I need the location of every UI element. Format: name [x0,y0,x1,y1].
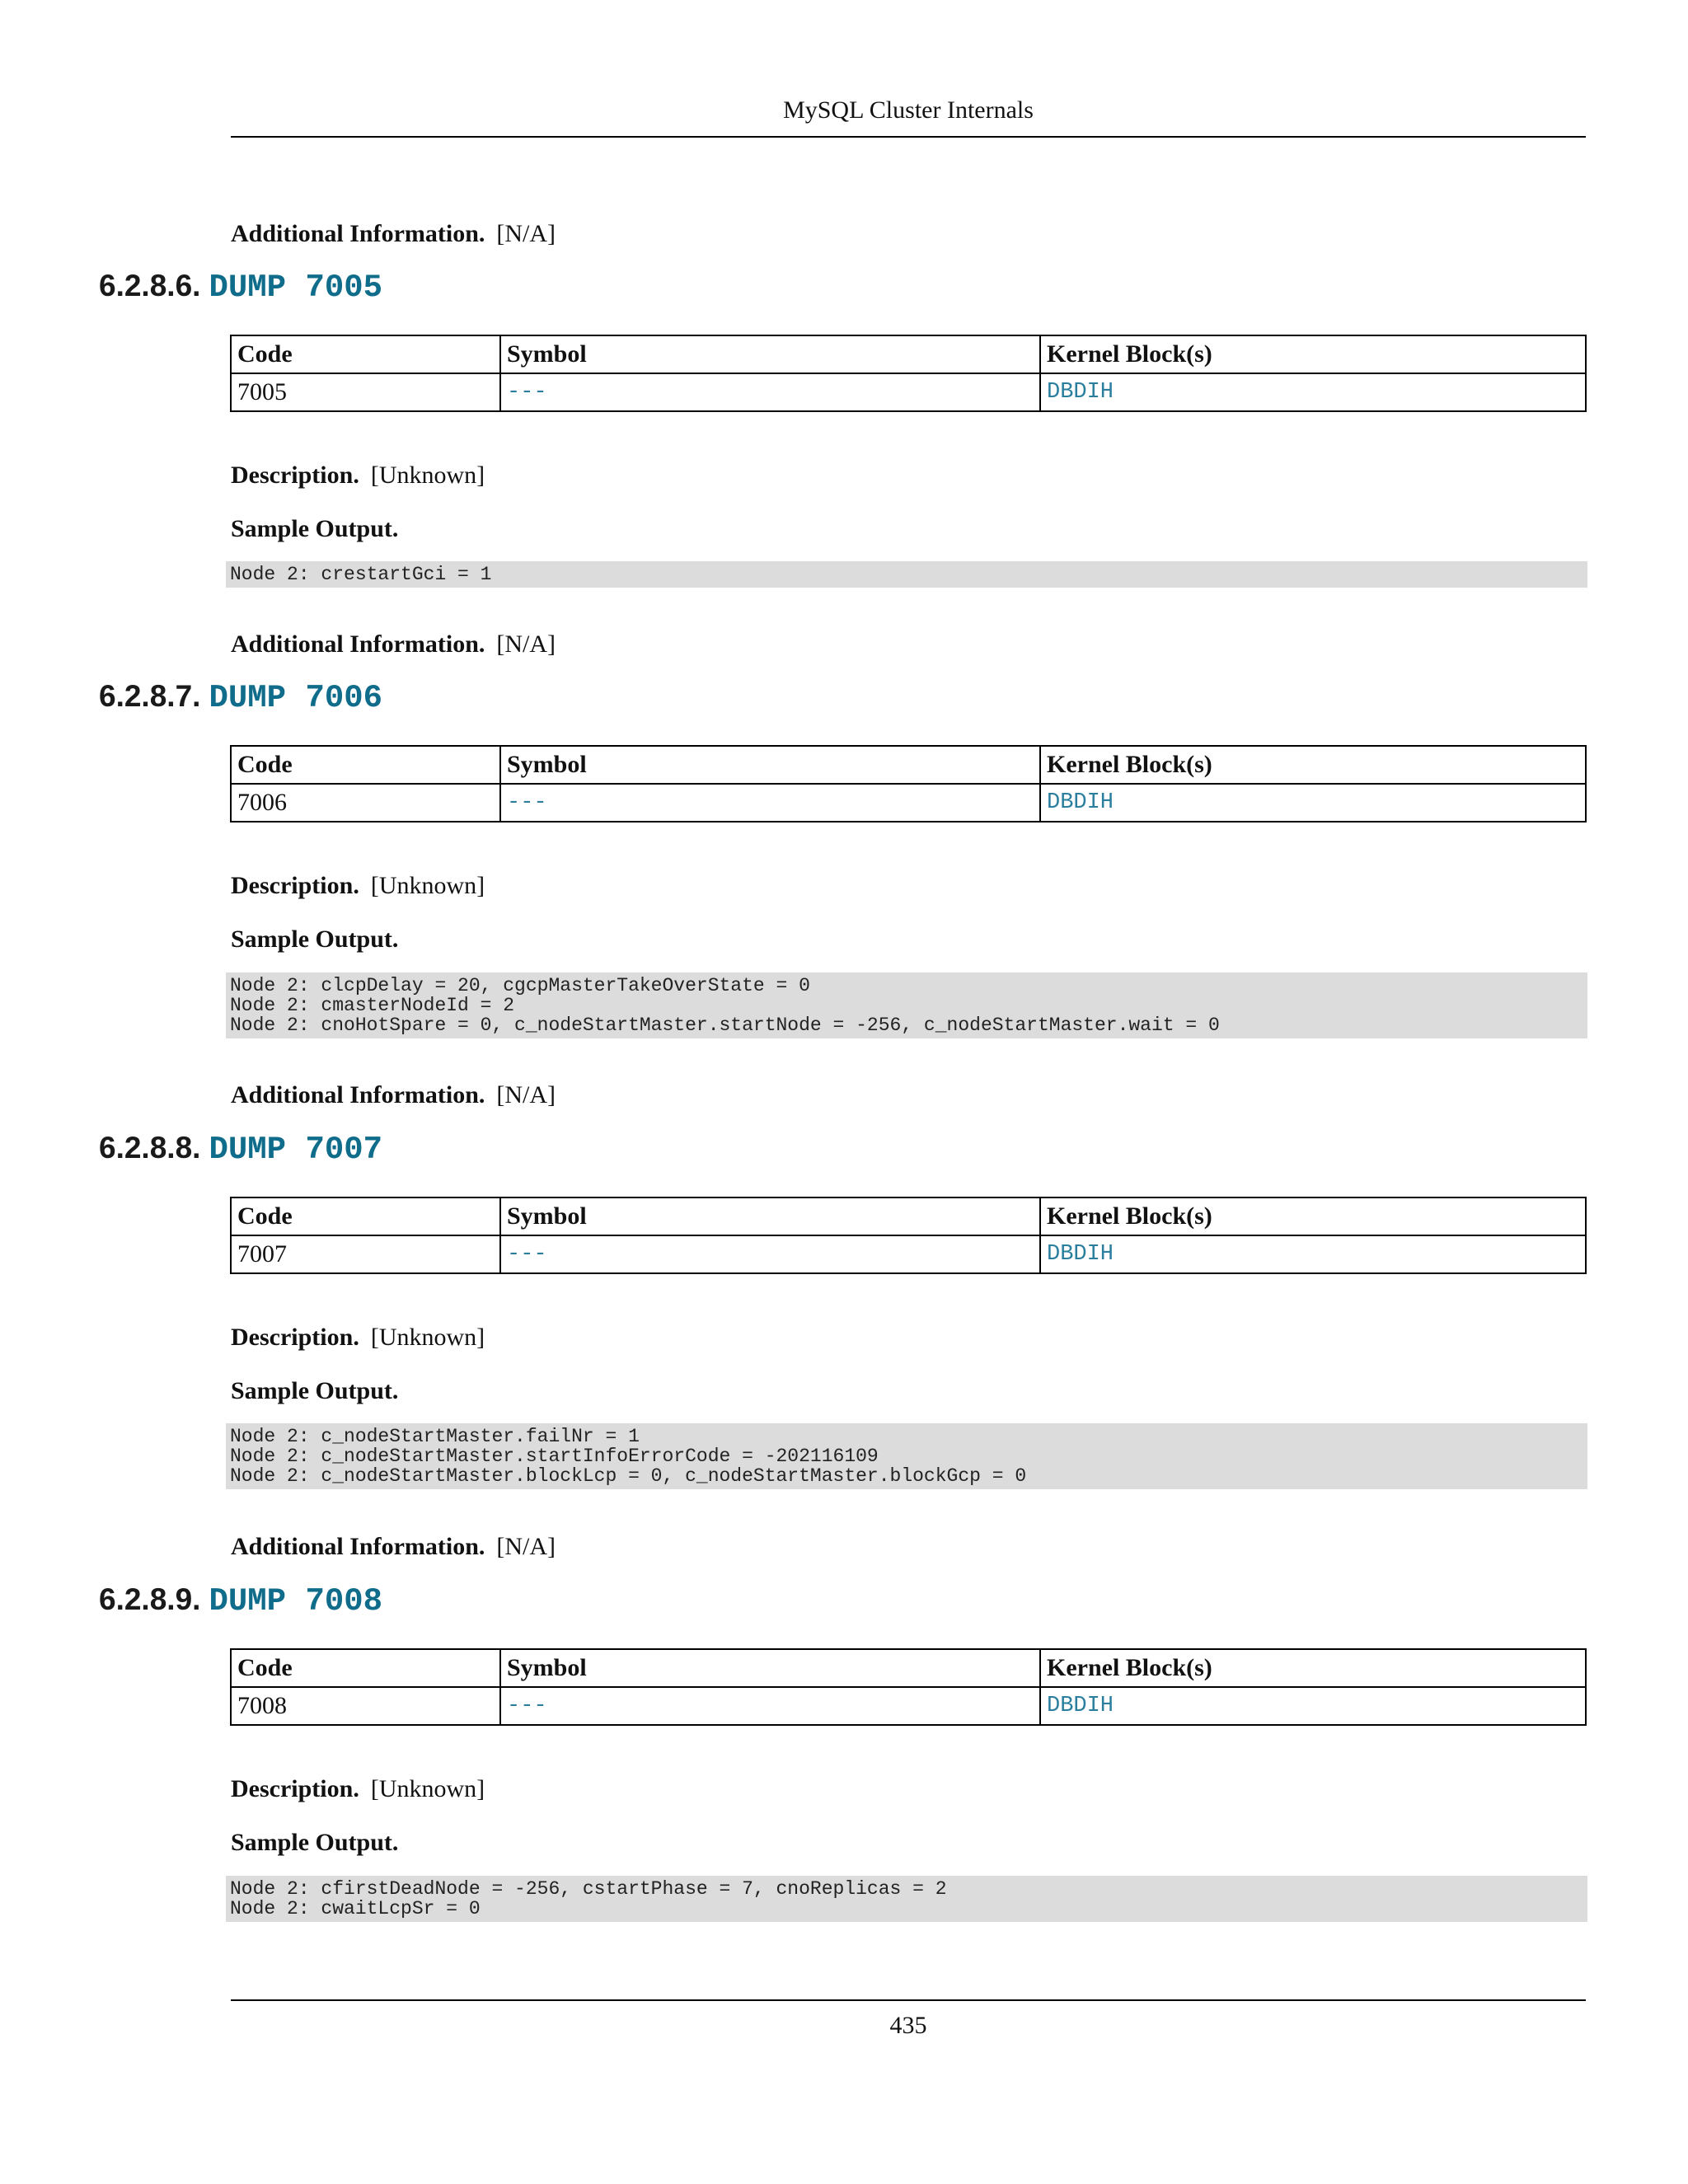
description-line [231,1771,485,1807]
table-header-row [231,746,1586,784]
additional-info-value: [N/A] [496,220,556,247]
table-header-row [231,335,1586,373]
additional-info-line [231,626,556,663]
description-value: [Unknown] [370,872,485,899]
sample-output-label: Sample Output. [231,1829,399,1856]
symbol-header: Symbol [500,1197,1040,1235]
section-title-link[interactable]: DUMP 7005 [209,269,383,306]
dump-7006-table [230,745,1587,823]
additional-info-line [231,1077,556,1113]
table-row [231,1687,1586,1725]
code-cell: 7005 [231,373,500,411]
table-row [231,784,1586,822]
sample-output-label: Sample Output. [231,515,399,542]
kernel-block-header: Kernel Block(s) [1040,746,1586,784]
section-title-link[interactable]: DUMP 7008 [209,1583,383,1619]
section-number: 6.2.8.6. [99,269,201,302]
additional-info-label: Additional Information. [231,630,485,658]
table-row [231,373,1586,411]
code-header: Code [231,1649,500,1687]
code-header: Code [231,1197,500,1235]
running-header: MySQL Cluster Internals [783,96,1034,124]
symbol-header: Symbol [500,746,1040,784]
sample-output-label: Sample Output. [231,1377,399,1404]
sample-output-block: Node 2: clcpDelay = 20, cgcpMasterTakeOverState = 0 Node 2: cmasterNodeId = 2 Node 2: cnoHotSpare = 0, c_nodeStartMaster.startNode = -256, c_nodeStartMaster.wait = 0 [226,972,1587,1038]
additional-info-previous [231,216,556,252]
additional-info-label: Additional Information. [231,220,485,247]
code-cell: 7006 [231,784,500,822]
dump-7007-table [230,1197,1587,1274]
sample-output-label: Sample Output. [231,926,399,953]
dump-7008-table [230,1648,1587,1726]
symbol-link[interactable]: --- [500,373,1040,411]
description-label: Description. [231,872,359,899]
symbol-link[interactable]: --- [500,784,1040,822]
description-label: Description. [231,1775,359,1802]
section-heading-dump-7007 [99,1131,382,1177]
additional-info-value: [N/A] [496,1081,556,1108]
sample-output-heading [231,921,410,958]
symbol-header: Symbol [500,335,1040,373]
page-number: 435 [889,2012,927,2039]
sample-output-block: Node 2: crestartGci = 1 [226,561,1587,588]
description-value: [Unknown] [370,462,485,489]
header-rule [231,136,1586,138]
kernel-block-link[interactable]: DBDIH [1040,1687,1586,1725]
code-cell: 7008 [231,1687,500,1725]
table-header-row [231,1649,1586,1687]
description-line [231,868,485,904]
footer-rule [231,1999,1586,2001]
description-line [231,457,485,494]
kernel-block-link[interactable]: DBDIH [1040,373,1586,411]
description-value: [Unknown] [370,1324,485,1351]
additional-info-value: [N/A] [496,1533,556,1560]
symbol-link[interactable]: --- [500,1687,1040,1725]
section-number: 6.2.8.9. [99,1582,201,1616]
description-label: Description. [231,1324,359,1351]
sample-output-heading [231,1825,410,1861]
code-header: Code [231,746,500,784]
additional-info-line [231,1529,556,1565]
symbol-link[interactable]: --- [500,1235,1040,1273]
additional-info-label: Additional Information. [231,1533,485,1560]
section-number: 6.2.8.8. [99,1131,201,1165]
additional-info-value: [N/A] [496,630,556,658]
section-heading-dump-7005 [99,269,382,315]
sample-output-block: Node 2: cfirstDeadNode = -256, cstartPhase = 7, cnoReplicas = 2 Node 2: cwaitLcpSr = 0 [226,1876,1587,1922]
section-title-link[interactable]: DUMP 7007 [209,1132,383,1168]
kernel-block-link[interactable]: DBDIH [1040,1235,1586,1273]
section-number: 6.2.8.7. [99,679,201,713]
description-label: Description. [231,462,359,489]
kernel-block-header: Kernel Block(s) [1040,1197,1586,1235]
sample-output-block: Node 2: c_nodeStartMaster.failNr = 1 Node 2: c_nodeStartMaster.startInfoErrorCode = -202116109 Node 2: c_nodeStartMaster.blockLcp = 0, c_nodeStartMaster.blockGcp = 0 [226,1423,1587,1489]
sample-output-heading [231,1373,410,1409]
description-value: [Unknown] [370,1775,485,1802]
additional-info-label: Additional Information. [231,1081,485,1108]
section-heading-dump-7006 [99,679,382,725]
code-cell: 7007 [231,1235,500,1273]
section-heading-dump-7008 [99,1582,382,1629]
kernel-block-header: Kernel Block(s) [1040,335,1586,373]
dump-7005-table [230,335,1587,412]
sample-output-heading [231,511,410,547]
kernel-block-header: Kernel Block(s) [1040,1649,1586,1687]
section-title-link[interactable]: DUMP 7006 [209,680,383,716]
table-row [231,1235,1586,1273]
description-line [231,1319,485,1356]
code-header: Code [231,335,500,373]
symbol-header: Symbol [500,1649,1040,1687]
table-header-row [231,1197,1586,1235]
kernel-block-link[interactable]: DBDIH [1040,784,1586,822]
